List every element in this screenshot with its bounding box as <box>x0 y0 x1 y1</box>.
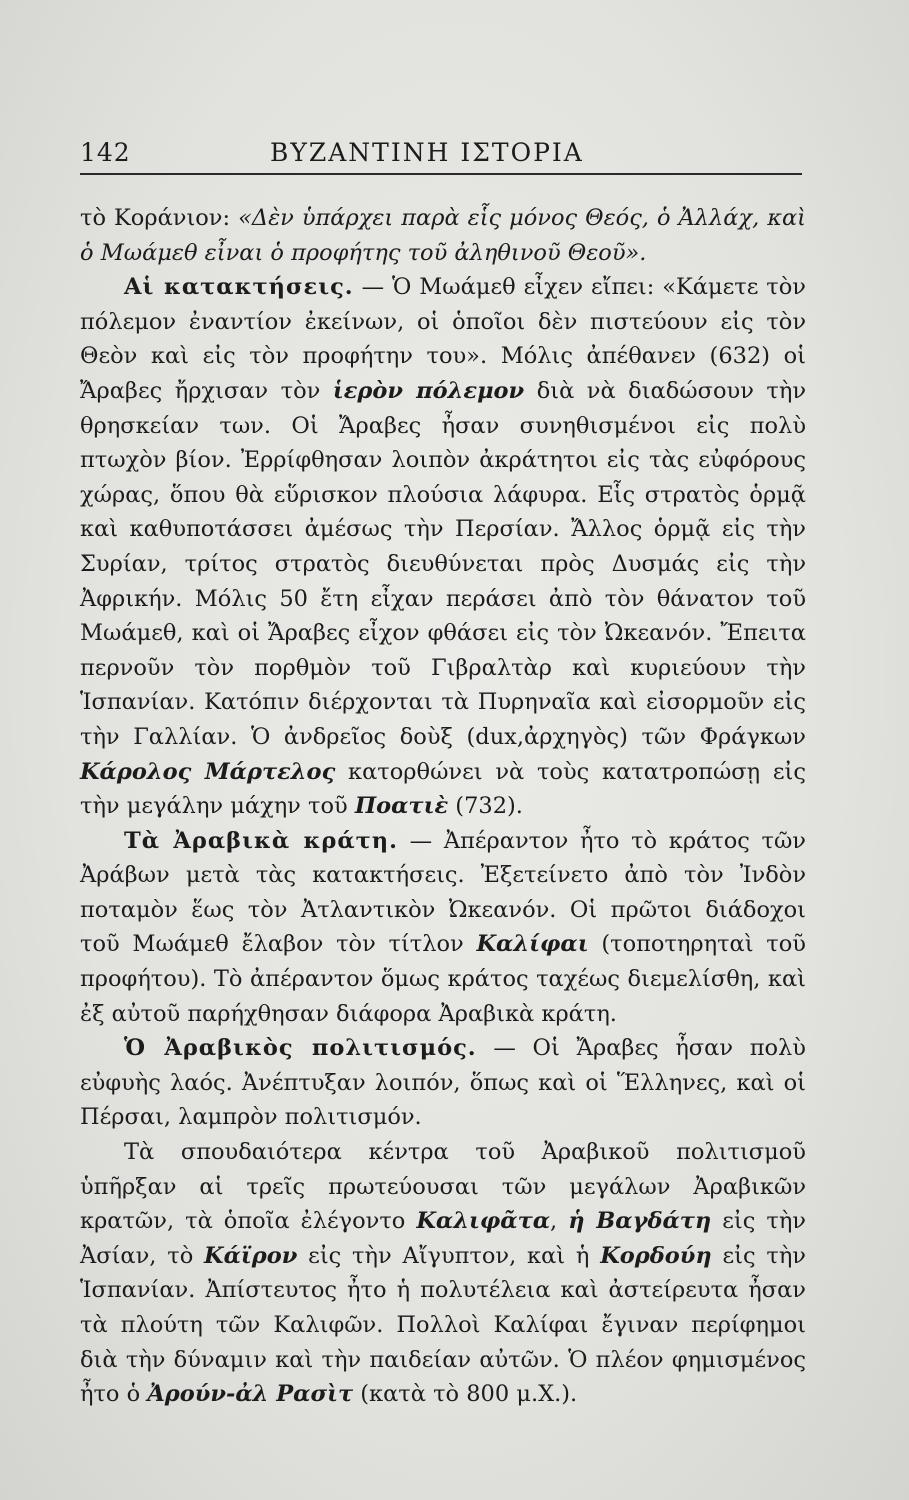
quote-intro: τὸ Κοράνιον: <box>80 205 239 231</box>
text-run: — Οἱ Ἄραβες ἦσαν πολὺ εὐφυὴς λαός. Ἀνέπτυξαν λοιπόν, ὅπως καὶ οἱ Ἕλληνες, καὶ οἱ Πέρσαι, λαμπρὸν πολιτισμόν. <box>80 1035 806 1131</box>
text-run: διὰ νὰ διαδώσουν τὴν θρησκείαν των. Οἱ Ἄραβες ἦσαν συνηθισμένοι εἰς πολὺ πτωχὸν βίον. Ἐρρίφθησαν λοιπὸν ἀκράτητοι εἰς τὰς εὐφόρους χώρας, ὅπου θὰ εὕρισκον πλούσια λάφυρα. Εἷς στρατὸς ὁρμᾷ καὶ καθυποτάσσει ἀμέσως τὴν Περσίαν. Ἄλλος ὁρμᾷ εἰς τὴν Συρίαν, τρίτος στρατὸς διευθύνεται πρὸς Δυσμάς εἰς τὴν Ἀφρικήν. Μόλις 50 ἔτη εἶχαν περάσει ἀπὸ τὸν θάνατον τοῦ Μωάμεθ, καὶ οἱ Ἄραβες εἶχον φθάσει εἰς τὸν Ὠκεανόν. Ἔπειτα περνοῦν τὸν πορθμὸν τοῦ Γιβραλτὰρ καὶ κυριεύουν τὴν Ἱσπανίαν. Κατόπιν διέρχονται τὰ Πυρηναῖα καὶ εἰσορμοῦν εἰς τὴν Γαλλίαν. Ὁ ἀνδρεῖος δοὺξ (dux,ἀρχηγὸς) τῶν Φράγκων <box>80 377 806 750</box>
keyword-baghdad: ἡ Βαγδάτη <box>568 1208 712 1235</box>
keyword-harun-al-rashid: Ἀρούν-ἀλ Ρασὶτ <box>147 1381 354 1408</box>
text-run: εἰς τὴν Ἀσίαν, τὸ <box>80 1208 806 1269</box>
section-heading-arab-states: Τὰ Ἀραβικὰ κράτη. <box>124 827 398 854</box>
text-run: (κατὰ τὸ 800 μ.Χ.). <box>353 1381 578 1408</box>
keyword-holy-war: ἱερὸν πόλεμον <box>332 377 525 404</box>
section-heading-civilization: Ὁ Ἀραβικὸς πολιτισμός. <box>124 1035 477 1062</box>
keyword-cairo: Κάϊρον <box>204 1242 298 1269</box>
page-number: 142 <box>80 138 131 167</box>
text-run: (732). <box>448 793 523 820</box>
text-run: (τοποτηρηταὶ τοῦ προφήτου). Τὸ ἀπέραντον ὅμως κράτος ταχέως διεμελίσθη, καὶ ἐξ αὐτοῦ παρήχθησαν διάφορα Ἀραβικὰ κράτη. <box>80 931 806 1027</box>
running-title: ΒΥΖΑΝΤΙΝΗ ΙΣΤΟΡΙΑ <box>270 138 584 167</box>
paragraph-conquests <box>80 270 806 824</box>
text-run: — Ἀπέραντον ἦτο τὸ κράτος τῶν Ἀράβων μετὰ τὰς κατακτήσεις. Ἐξετείνετο ἀπὸ τὸν Ἰνδὸν ποταμὸν ἕως τὸν Ἀτλαντικὸν Ὠκεανόν. Οἱ πρῶτοι διάδοχοι τοῦ Μωάμεθ ἔλαβον τὸν τίτλον <box>80 827 806 958</box>
keyword-poitiers: Ποατιὲ <box>354 793 449 820</box>
keyword-caliphs: Καλίφαι <box>476 931 589 958</box>
keyword-charles-martel: Κάρολος Μάρτελος <box>80 758 336 785</box>
text-run: , <box>550 1208 569 1235</box>
paragraph-koran-quote <box>80 201 806 270</box>
body-text <box>80 201 806 1412</box>
paragraph-arab-states <box>80 824 806 1032</box>
keyword-cordoba: Κορδούη <box>600 1242 712 1269</box>
keyword-caliphates: Καλιφᾶτα <box>416 1208 551 1235</box>
text-run: Τὰ σπουδαιότερα κέντρα τοῦ Ἀραβικοῦ πολιτισμοῦ ὑπῆρξαν αἱ τρεῖς πρωτεύουσαι τῶν μεγάλων Ἀραβικῶν κρατῶν, τὰ ὁποῖα ἐλέγοντο <box>80 1139 806 1235</box>
koran-quote: «Δὲν ὑπάρχει παρὰ εἷς μόνος Θεός, ὁ Ἀλλάχ, καὶ ὁ Μωάμεθ εἶναι ὁ προφήτης τοῦ ἀληθινοῦ Θεοῦ». <box>80 205 806 266</box>
text-run: εἰς τὴν Ἱσπανίαν. Ἀπίστευτος ἦτο ἡ πολυτέλεια καὶ ἀστείρευτα ἦσαν τὰ πλούτη τῶν Καλιφῶν. Πολλοὶ Καλίφαι ἔγιναν περίφημοι διὰ τὴν δύναμιν καὶ τὴν παιδείαν αὐτῶν. Ὁ πλέον φημισμένος ἦτο ὁ <box>80 1242 806 1408</box>
section-heading-conquests: Αἱ κατακτήσεις. <box>124 274 354 301</box>
running-header <box>80 138 802 175</box>
text-run: εἰς τὴν Αἴγυπτον, καὶ ἡ <box>297 1242 601 1269</box>
paragraph-culture-centers <box>80 1135 806 1412</box>
paragraph-arab-civilization <box>80 1031 806 1135</box>
text-run: κατορθώνει νὰ τοὺς κατατροπώσῃ εἰς τὴν μεγάλην μάχην τοῦ <box>80 758 806 820</box>
text-run: — Ὁ Μωάμεθ εἶχεν εἴπει: «Κάμετε τὸν πόλεμον ἐναντίον ἐκείνων, οἱ ὁποῖοι δὲν πιστεύουν εἰς τὸν Θεὸν καὶ εἰς τὸν προφήτην του». Μόλις ἀπέθανεν (632) οἱ Ἄραβες ἤρχισαν τὸν <box>80 274 806 404</box>
